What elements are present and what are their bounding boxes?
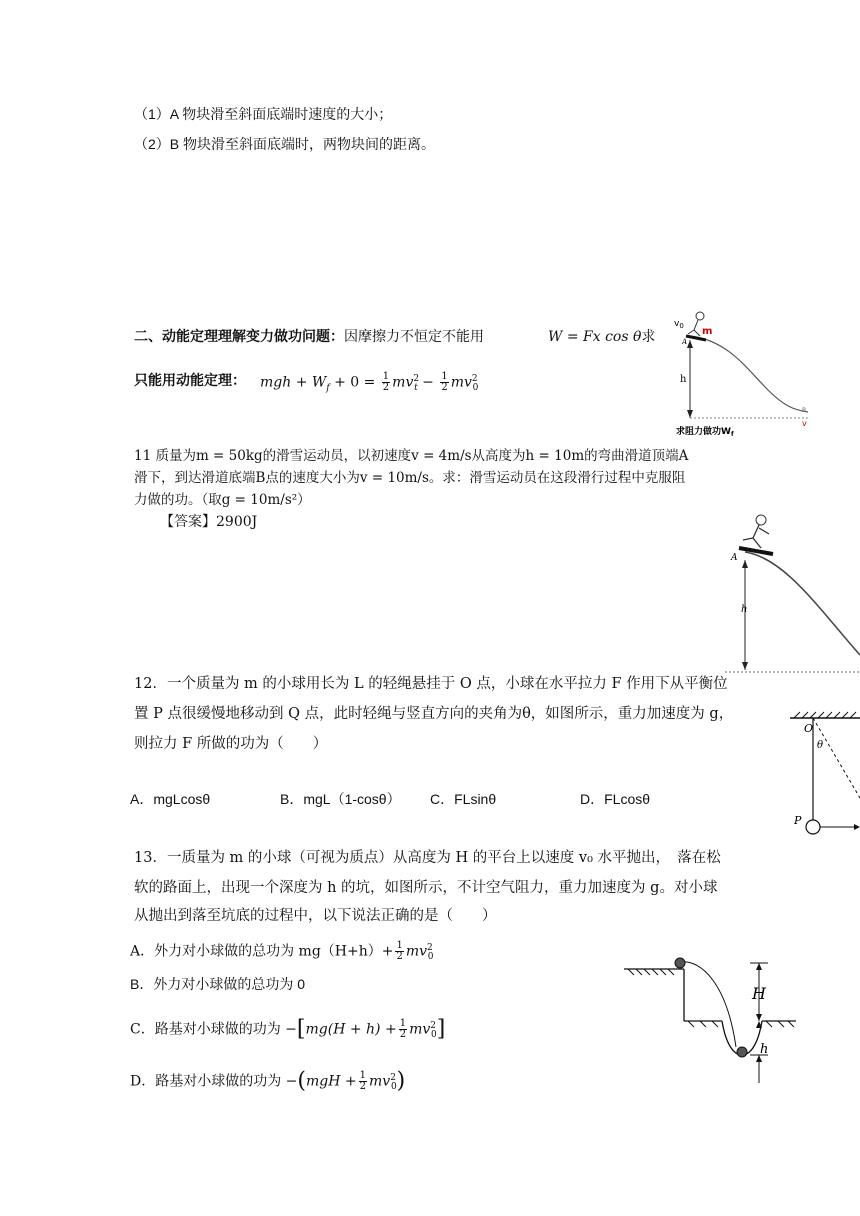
fm-frac1-num: 1: [382, 371, 390, 383]
q13-optC-den: 2: [399, 1029, 407, 1041]
skier-head: [696, 312, 704, 320]
height-arrow-head-top: [687, 340, 693, 348]
q12-line1: 12．一个质量为 m 的小球用长为 L 的轻绳悬挂于 O 点，小球在水平拉力 F 作用下从平衡位: [134, 676, 728, 692]
fig-h13: h: [760, 1042, 769, 1057]
formula-W-tail: 求: [641, 328, 656, 344]
q13-optA-sq: 2: [427, 943, 433, 953]
fig-caption: 求阻力做功$W_f$: [676, 427, 734, 438]
q13-optC-sub: 0: [431, 1030, 437, 1041]
q13-optD-sq: 2: [390, 1073, 396, 1083]
section2-heading-tail: 因摩擦力不恒定不能用: [344, 328, 484, 344]
fm-sub-f: f: [326, 383, 330, 394]
fm-t2-sq: 2: [471, 374, 478, 384]
q12-option-d[interactable]: D．FLcosθ: [580, 791, 651, 807]
q13-optA-text: A．外力对小球做的总功为 mg（H+h）+: [130, 943, 394, 960]
platform-hatch: [628, 969, 674, 975]
q13-optA-den: 2: [396, 951, 403, 963]
ceiling-hatch: [794, 712, 856, 718]
fm-left: mgh + W: [260, 374, 327, 391]
pit-svg: [622, 955, 800, 1087]
only-use-label: 只能用动能定理：: [134, 372, 246, 388]
q11-skier-head: [756, 515, 766, 525]
q12-option-a[interactable]: A．mgLcosθ: [130, 791, 211, 807]
q13-optD-text: D．路基对小球做的功为 −: [130, 1073, 298, 1090]
q13-optA-num: 1: [396, 940, 403, 952]
skier-slope-figure: [668, 300, 818, 440]
q13-optC-text: C．路基对小球做的功为 −: [130, 1021, 297, 1038]
fm-t1-sq: 2: [413, 374, 420, 384]
q11-arrow-top: [742, 560, 748, 568]
q13-optD-expr: mgH +: [306, 1073, 357, 1090]
q11-line1: 11 质量为m = 50kg的滑雪运动员，以初速度v = 4m/s从高度为h = 10m的弯曲滑道顶端A: [134, 448, 689, 464]
q13-optA-tail: mv: [405, 943, 428, 960]
q13-optA-sub: 0: [427, 952, 434, 963]
fig-h-label: h: [680, 374, 687, 385]
q11-answer: 【答案】2900J: [160, 514, 258, 530]
fig-v-label: v: [802, 419, 807, 428]
fm-frac2-num: 1: [441, 371, 448, 383]
q11-line3: 力做的功。（取g = 10m/s²）: [134, 492, 311, 508]
q13-line2: 软的路面上，出现一个深度为 h 的坑，如图所示，不计空气阻力，重力加速度为 g。对小球: [134, 880, 718, 896]
q12-line2: 置 P 点很缓慢地移动到 Q 点，此时轻绳与竖直方向的夹角为θ，如图所示，重力加速度为 g，: [134, 706, 734, 722]
q13-optD-mv: mv: [369, 1073, 391, 1090]
pendulum-svg: [790, 708, 860, 838]
q11-fig-A: A: [731, 553, 738, 563]
trajectory: [680, 962, 736, 1047]
q10-part2: （2）B 物块滑至斜面底端时，两物块间的距离。: [134, 136, 436, 152]
section2-heading-bold: 二、动能定理理解变力做功问题：: [134, 328, 344, 344]
ball-start: [675, 958, 685, 968]
ground-hatch: [688, 1021, 794, 1027]
H-arrow-bottom: [756, 1014, 762, 1021]
q13-line1: 13．一质量为 m 的小球（可视为质点）从高度为 H 的平台上以速度 v₀ 水平抛出， 落在松: [134, 850, 721, 866]
q13-option-d[interactable]: D．路基对小球做的功为 −(mgH + $\frac{1}{2}$ $mv^2_0$): [130, 1068, 406, 1094]
pit-figure: [622, 955, 800, 1087]
section2-heading: [134, 326, 484, 346]
fm-frac2-den: 2: [441, 382, 448, 394]
skier-body: [688, 320, 700, 336]
q11-skier-body: [743, 525, 769, 548]
fm-frac1-den: 2: [382, 382, 390, 394]
q13-option-b[interactable]: B．外力对小球做的总功为 0: [130, 976, 306, 992]
q13-option-c[interactable]: C．路基对小球做的功为 −[mg(H + h) + $\frac{1}{2}$ $mv^2_0$]: [130, 1016, 446, 1042]
q11-line2: 滑下，到达滑道底端B点的速度大小为v = 10m/s。求：滑雪运动员在这段滑行过程中克服阻: [134, 470, 686, 486]
fig-O: O: [804, 722, 814, 735]
q12-option-c[interactable]: C．FLsinθ: [430, 791, 497, 807]
fig-theta: θ: [817, 740, 824, 751]
kinetic-energy-theorem-formula: [260, 369, 478, 398]
q13-optC-num: 1: [399, 1018, 407, 1030]
H-arrow-top: [756, 963, 762, 970]
q12-line3: 则拉力 F 所做的功为（ ）: [134, 736, 328, 752]
height-arrow-head: [687, 410, 693, 418]
skier-slope-svg: [668, 300, 818, 440]
q13-optC-expr: mg(H + h) +: [305, 1021, 397, 1038]
ball-P: [806, 820, 820, 834]
q11-ski: [739, 548, 773, 554]
q10-part1: （1）A 物块滑至斜面底端时速度的大小；: [134, 106, 393, 122]
fm-mid: + 0 =: [329, 374, 380, 391]
q13-optC-sq: 2: [430, 1021, 436, 1031]
q13-optD-num: 1: [359, 1070, 367, 1082]
fm-t1-sub: t: [414, 383, 418, 394]
fig-m-label: m: [702, 326, 713, 337]
q13-optD-den: 2: [359, 1081, 367, 1093]
fig-P: P: [794, 814, 802, 827]
fm-minus: −: [417, 374, 439, 391]
formula-W: [548, 326, 655, 347]
fm-t1: mv: [392, 374, 414, 391]
q11-skier-svg: [725, 510, 860, 675]
q11-skier-figure: [725, 510, 860, 675]
force-arrow-head: [854, 824, 860, 830]
fig-B-label: B: [802, 407, 807, 414]
q13-option-a[interactable]: [130, 938, 434, 967]
fig-A-label: A: [682, 338, 688, 346]
fig-H: H: [752, 984, 766, 1003]
formula-W-expr: W = Fx cos θ: [548, 329, 642, 345]
fig-v0-label: $v_0$: [674, 319, 684, 330]
ball-end: [737, 1047, 747, 1057]
pendulum-figure: [790, 708, 860, 838]
q11-arrow-bottom: [742, 662, 748, 670]
fm-t2: mv: [450, 374, 472, 391]
q11-fig-h: h: [741, 604, 748, 615]
q13-optD-sub: 0: [390, 1082, 397, 1093]
string-dashed: [813, 718, 860, 798]
slope-curve: [690, 336, 808, 412]
q13-line3: 从抛出到落至坑底的过程中，以下说法正确的是（ ）: [134, 908, 497, 924]
q12-option-b[interactable]: B．mgL（1-cosθ）: [280, 791, 401, 807]
q13-optC-mv: mv: [409, 1021, 431, 1038]
q11-slope-curve: [745, 552, 860, 655]
fm-t2-sub: 0: [472, 383, 479, 394]
